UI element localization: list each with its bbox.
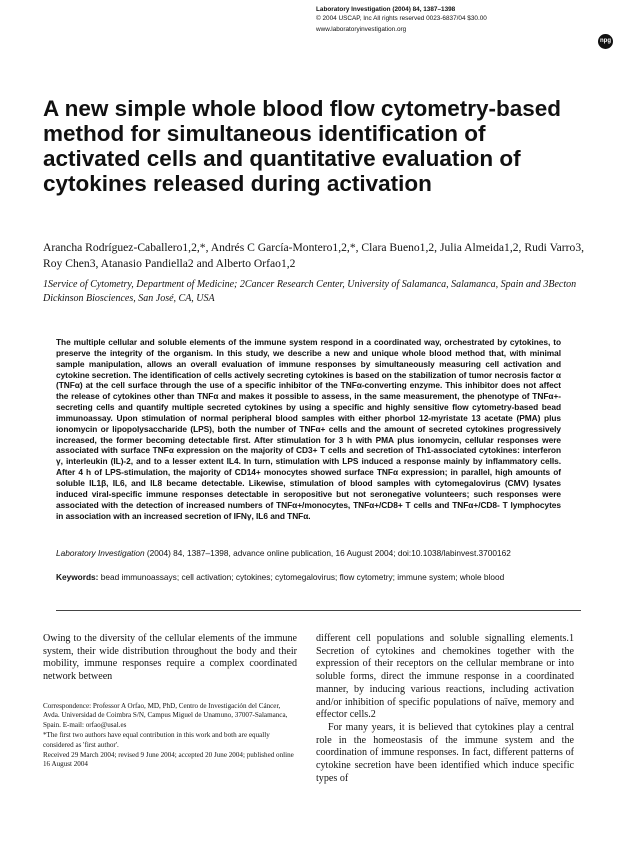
received-dates: Received 29 March 2004; revised 9 June 2004; accepted 20 June 2004; published online 16 August 2004: [43, 751, 294, 769]
body-paragraph: different cell populations and soluble signalling elements.1 Secretion of cytokines and chemokines together with the expression of their receptors on the cellular membrane or into soluble forms, direct the immune response in a coordinated manner, by inducing various reactions, including activation and/or inhibition of specific populations of naïve, memory and effector cells.2: [316, 633, 574, 721]
body-paragraph: For many years, it is believed that cytokines play a central role in the homeostasis of the immune system and the coordination of immune responses. In fact, different patterns of cytokine secretion have been identified which induce specific types of: [316, 721, 574, 784]
body-column-right: [316, 633, 574, 785]
body-column-left: Owing to the diversity of the cellular elements of the immune system, their wide distribution throughout the body and their mobility, immune responses require a complex coordinated network between: [43, 633, 297, 683]
section-divider: [56, 610, 581, 611]
citation-journal: Laboratory Investigation: [56, 548, 145, 558]
citation-details: (2004) 84, 1387–1398, advance online publication, 16 August 2004; doi:10.1038/labinvest.3700162: [146, 548, 511, 558]
keywords-text: bead immunoassays; cell activation; cytokines; cytomegalovirus; flow cytometry; immune system; whole blood: [100, 572, 505, 582]
correspondence-note: Correspondence: Professor A Orfao, MD, PhD, Centro de Investigación del Cáncer, Avda. Universidad de Coimbra S/N, Campus Miguel de Unamuno, 37007-Salamanca, Spain. E-mail: orfao@usal.es: [43, 702, 288, 729]
journal-header: [316, 6, 487, 35]
keywords-label: Keywords:: [56, 572, 99, 582]
abstract: The multiple cellular and soluble elements of the immune system respond in a coordinated way, orchestrated by cytokines, to preserve the integrity of the organism. In this study, we describe a new and unique whole blood method that, with minimal sample manipulation, allows an overall evaluation of immune responses by simultaneously measuring cell activation and cytokine secretion. The identification of cells actively secreting cytokines is based on the stabilization of tumor necrosis factor α (TNFα) at the cell surface through the use of a specific inhibitor of the TNFα-converting enzyme. This inhibitor does not affect the release of cytokines other than TNFα and makes it possible to assess, in the same measurement, the phenotype of TNFα+-secreting cells and quantify multiple secreted cytokines by using a specific and highly sensitive flow cytometry-based bead immunoassay. Upon stimulation of normal peripheral blood samples with either phorbol 12-myristate 13 acetate (PMA) plus ionomycin or lipopolysaccharide (LPS), both the number of TNFα+ cells and the amount of secreted cytokines progressively increased, the former becoming detectable first. After stimulation for 3 h with PMA plus ionomycin, cellular responses were associated with surface TNFα expression on the majority of CD3+ T cells and secretion of Th1-associated cytokines: interferon γ, interleukin (IL)-2, and to a lesser extent IL4. In turn, stimulation with LPS induced a response mainly by inflammatory cells. After 4 h of LPS-stimulation, the majority of CD14+ monocytes showed surface TNFα expression; in parallel, high amounts of soluble IL1β, IL6, and IL8 became detectable. Likewise, stimulation of blood samples with cytomegalovirus (CMV) lysates induced viral-specific immune responses detectable in seropositive but not seronegative volunteers; such responses were associated with the detection of increased numbers of TNFα+/monocytes, TNFα+/CD8+ T cells and TNFα+/CD8- T lymphocytes in association with an increased secretion of IFNγ, IL6 and TNFα.: [56, 337, 561, 521]
journal-line: Laboratory Investigation (2004) 84, 1387–1398: [316, 6, 456, 13]
equal-contribution-note: *The first two authors have equal contribution in this work and both are equally considered as 'first author'.: [43, 731, 270, 749]
keywords: [56, 572, 561, 583]
npg-logo: npg: [598, 34, 613, 49]
footnotes: [43, 702, 297, 771]
author-list: Arancha Rodríguez-Caballero1,2,*, Andrés C García-Montero1,2,*, Clara Bueno1,2, Julia Almeida1,2, Rudi Varro3, Roy Chen3, Atanasio Pandiella2 and Alberto Orfao1,2: [43, 241, 585, 270]
affiliations: 1Service of Cytometry, Department of Medicine; 2Cancer Research Center, University of Salamanca, Salamanca, Spain and 3Becton Dickinson Biosciences, San José, CA, USA: [43, 279, 577, 304]
citation-line: [56, 548, 576, 558]
copyright-line: © 2004 USCAP, Inc All rights reserved 0023-6837/04 $30.00: [316, 14, 487, 22]
journal-url[interactable]: www.laboratoryinvestigation.org: [316, 26, 407, 34]
article-title: A new simple whole blood flow cytometry-based method for simultaneous identification of activated cells and quantitative evaluation of cytokines released during activation: [43, 96, 561, 196]
